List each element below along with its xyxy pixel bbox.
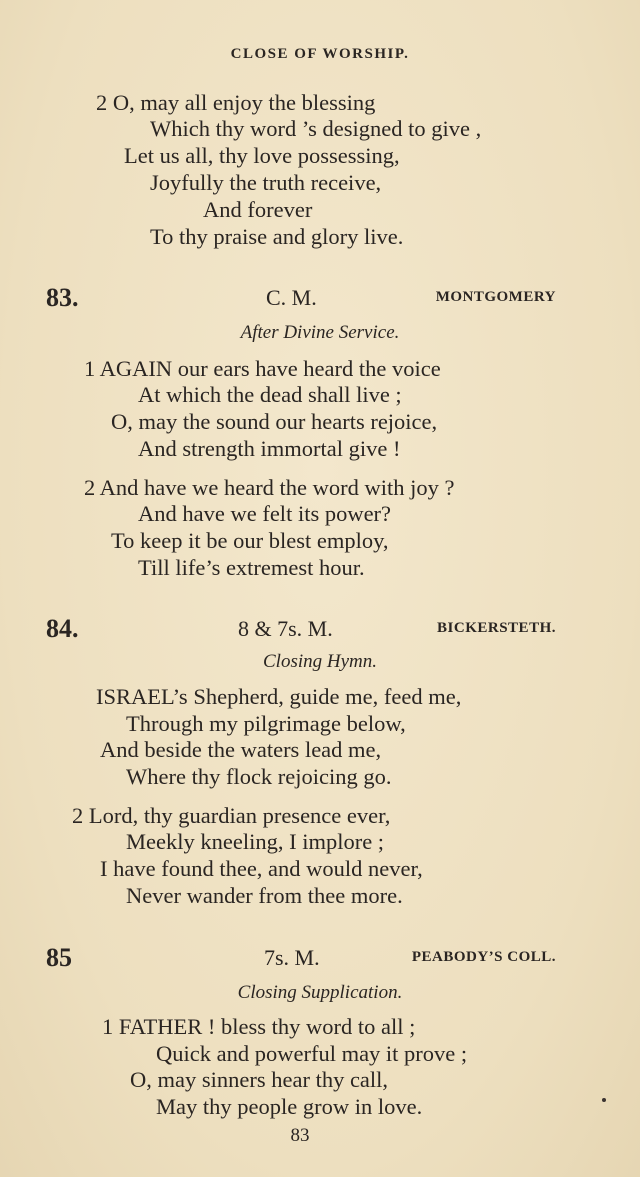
hymn-header — [0, 614, 640, 644]
verse-line: 1 AGAIN our ears have heard the voice — [84, 356, 441, 381]
verse-line: Which thy word ’s designed to give , — [150, 116, 482, 141]
verse-line: Joyfully the truth receive, — [150, 170, 382, 195]
verse-line: And forever — [203, 197, 313, 222]
verse-line: 2 O, may all enjoy the blessing — [96, 90, 376, 115]
hymn-header — [0, 943, 640, 973]
verse-line: Till life’s extremest hour. — [138, 555, 365, 580]
verse-line: At which the dead shall live ; — [138, 382, 402, 407]
verse-line: To keep it be our blest employ, — [111, 528, 389, 553]
verse-line: O, may sinners hear thy call, — [130, 1067, 389, 1092]
verse-line: May thy people grow in love. — [156, 1094, 423, 1119]
hymn-meter: 7s. M. — [264, 945, 320, 970]
verse-line: Through my pilgrimage below, — [126, 711, 406, 736]
hymn-subtitle: Closing Hymn. — [263, 651, 377, 672]
verse-line: ISRAEL’s Shepherd, guide me, feed me, — [96, 684, 462, 709]
hymn-tune: PEABODY’S COLL. — [411, 949, 556, 965]
hymn-tune: BICKERSTETH. — [437, 620, 556, 636]
ink-speck — [602, 1098, 606, 1102]
verse-line: To thy praise and glory live. — [150, 224, 404, 249]
verse-line: And have we felt its power? — [138, 501, 392, 526]
verse-line: O, may the sound our hearts rejoice, — [111, 409, 438, 434]
verse-line: And strength immortal give ! — [138, 436, 401, 461]
verse-line: I have found thee, and would never, — [100, 856, 423, 881]
hymn-subtitle: After Divine Service. — [240, 322, 400, 343]
verse-line: Let us all, thy love possessing, — [124, 143, 400, 168]
verse-line: Quick and powerful may it prove ; — [156, 1041, 468, 1066]
verse-line: Never wander from thee more. — [126, 883, 403, 908]
verse-line: And beside the waters lead me, — [100, 737, 382, 762]
hymn-number: 85 — [46, 943, 72, 972]
verse-line: Meekly kneeling, I implore ; — [126, 829, 385, 854]
hymn-number: 84. — [46, 614, 79, 643]
hymn-subtitle: Closing Supplication. — [237, 982, 403, 1003]
verse-line: 2 Lord, thy guardian presence ever, — [72, 803, 391, 828]
hymn-header — [0, 283, 640, 313]
verse-line: Where thy flock rejoicing go. — [126, 764, 392, 789]
verse-line: 2 And have we heard the word with joy ? — [84, 475, 455, 500]
verse-line: 1 FATHER ! bless thy word to all ; — [102, 1014, 416, 1039]
hymn-tune: MONTGOMERY — [435, 289, 556, 305]
running-head: CLOSE OF WORSHIP. — [230, 46, 410, 62]
page-number: 83 — [290, 1125, 310, 1146]
hymn-meter: 8 & 7s. M. — [238, 616, 333, 641]
hymn-number: 83. — [46, 283, 79, 312]
hymn-meter: C. M. — [266, 285, 317, 310]
